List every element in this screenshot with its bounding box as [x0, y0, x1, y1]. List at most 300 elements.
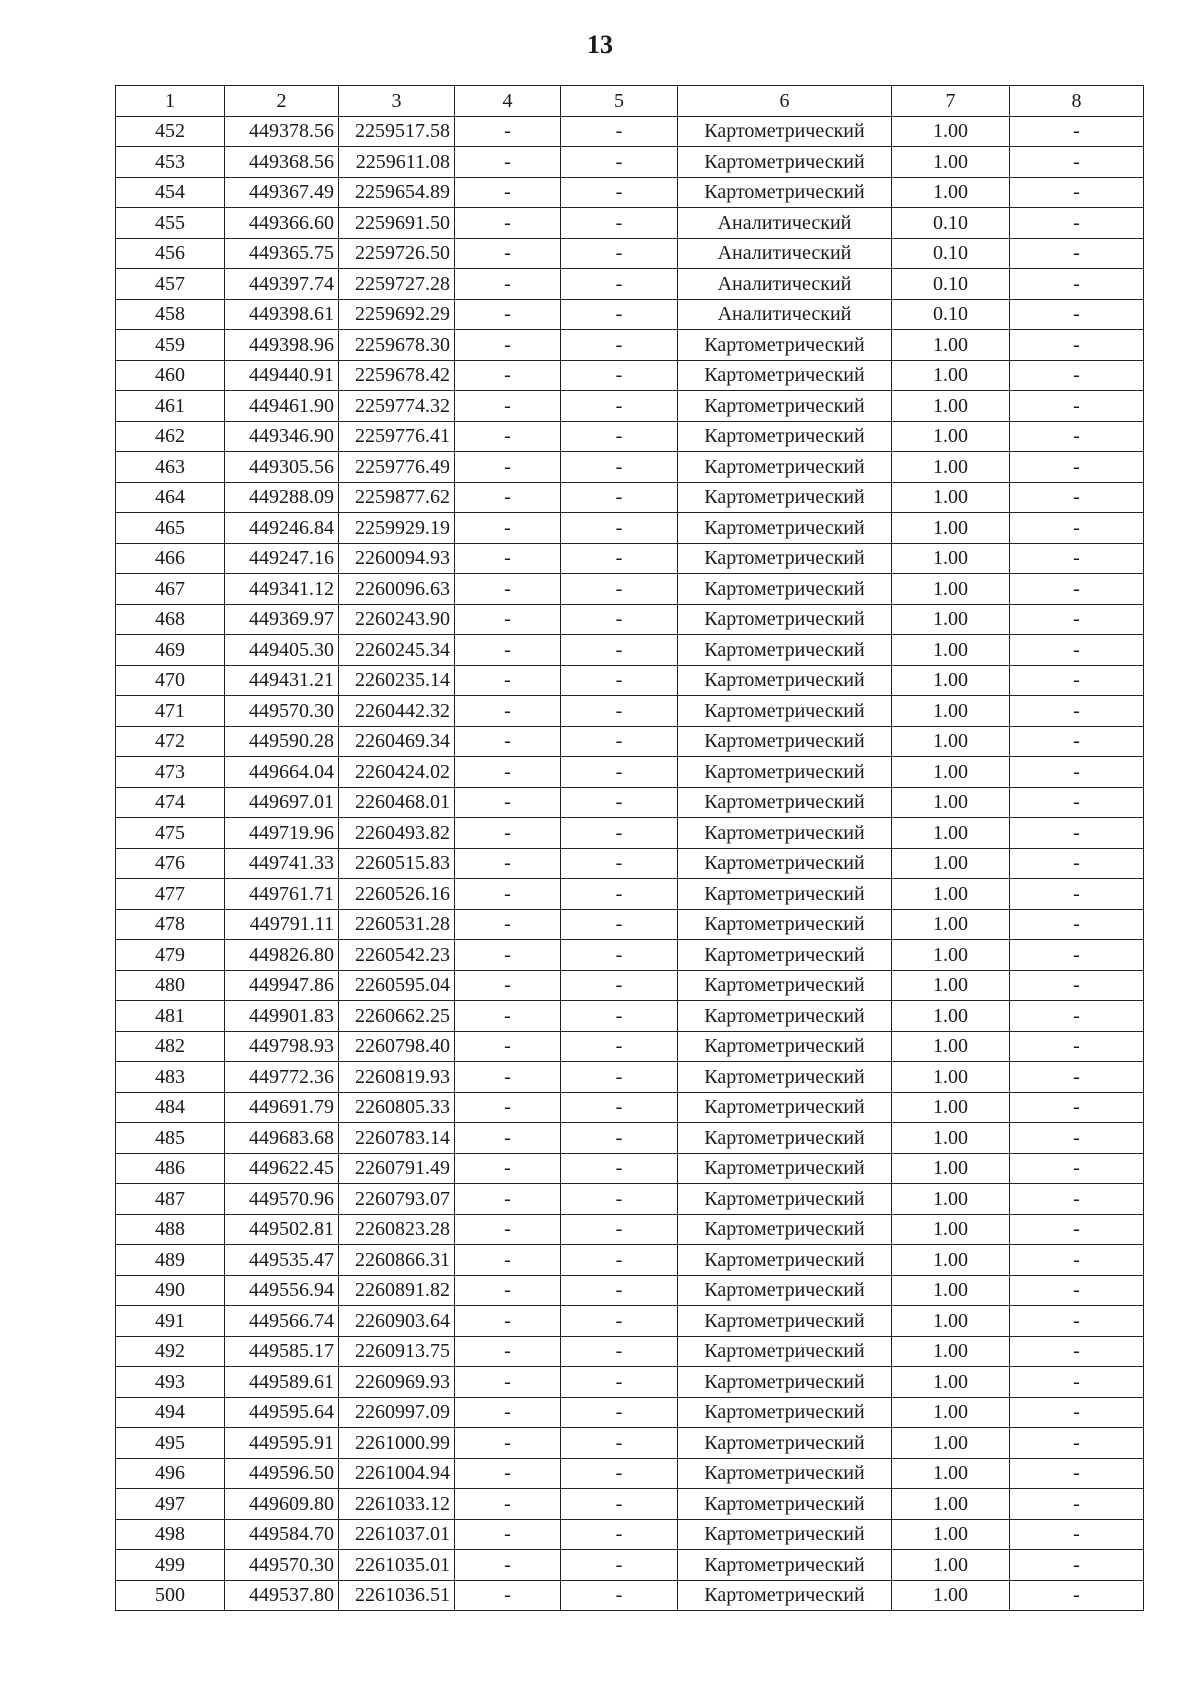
accuracy-cell: 1.00 [892, 818, 1010, 849]
column-8-cell: - [1010, 696, 1144, 727]
column-4-cell: - [455, 391, 561, 422]
column-8-cell: - [1010, 1428, 1144, 1459]
method-cell: Картометрический [678, 604, 892, 635]
column-8-cell: - [1010, 604, 1144, 635]
y-coordinate-cell: 2259654.89 [339, 177, 455, 208]
column-8-cell: - [1010, 391, 1144, 422]
column-4-cell: - [455, 1245, 561, 1276]
accuracy-cell: 1.00 [892, 421, 1010, 452]
column-8-cell: - [1010, 513, 1144, 544]
table-row [116, 299, 1144, 330]
accuracy-cell: 1.00 [892, 787, 1010, 818]
accuracy-cell: 0.10 [892, 299, 1010, 330]
y-coordinate-cell: 2260442.32 [339, 696, 455, 727]
column-8-cell: - [1010, 1336, 1144, 1367]
column-5-cell: - [561, 1184, 678, 1215]
point-number-cell: 478 [116, 909, 225, 940]
column-5-cell: - [561, 1062, 678, 1093]
x-coordinate-cell: 449622.45 [225, 1153, 339, 1184]
column-4-cell: - [455, 238, 561, 269]
method-cell: Картометрический [678, 1580, 892, 1611]
table-row [116, 909, 1144, 940]
column-4-cell: - [455, 1062, 561, 1093]
point-number-cell: 463 [116, 452, 225, 483]
x-coordinate-cell: 449502.81 [225, 1214, 339, 1245]
method-cell: Картометрический [678, 665, 892, 696]
y-coordinate-cell: 2261037.01 [339, 1519, 455, 1550]
column-4-cell: - [455, 1428, 561, 1459]
x-coordinate-cell: 449570.96 [225, 1184, 339, 1215]
column-8-cell: - [1010, 1092, 1144, 1123]
point-number-cell: 485 [116, 1123, 225, 1154]
method-cell: Картометрический [678, 177, 892, 208]
column-4-cell: - [455, 940, 561, 971]
x-coordinate-cell: 449398.96 [225, 330, 339, 361]
point-number-cell: 493 [116, 1367, 225, 1398]
accuracy-cell: 1.00 [892, 696, 1010, 727]
column-5-cell: - [561, 360, 678, 391]
x-coordinate-cell: 449398.61 [225, 299, 339, 330]
method-cell: Картометрический [678, 879, 892, 910]
column-4-cell: - [455, 726, 561, 757]
accuracy-cell: 0.10 [892, 269, 1010, 300]
method-cell: Картометрический [678, 1428, 892, 1459]
column-5-cell: - [561, 1428, 678, 1459]
y-coordinate-cell: 2259678.30 [339, 330, 455, 361]
table-row [116, 1092, 1144, 1123]
accuracy-cell: 1.00 [892, 1092, 1010, 1123]
table-row [116, 177, 1144, 208]
x-coordinate-cell: 449585.17 [225, 1336, 339, 1367]
column-4-cell: - [455, 1489, 561, 1520]
table-row [116, 1306, 1144, 1337]
y-coordinate-cell: 2261036.51 [339, 1580, 455, 1611]
x-coordinate-cell: 449288.09 [225, 482, 339, 513]
accuracy-cell: 1.00 [892, 635, 1010, 666]
y-coordinate-cell: 2259776.41 [339, 421, 455, 452]
column-4-cell: - [455, 1001, 561, 1032]
method-cell: Картометрический [678, 1092, 892, 1123]
point-number-cell: 492 [116, 1336, 225, 1367]
column-8-cell: - [1010, 1123, 1144, 1154]
column-8-cell: - [1010, 848, 1144, 879]
x-coordinate-cell: 449798.93 [225, 1031, 339, 1062]
column-8-cell: - [1010, 1306, 1144, 1337]
method-cell: Картометрический [678, 1458, 892, 1489]
table-row [116, 1428, 1144, 1459]
column-4-cell: - [455, 482, 561, 513]
column-5-cell: - [561, 1336, 678, 1367]
method-cell: Аналитический [678, 299, 892, 330]
point-number-cell: 473 [116, 757, 225, 788]
point-number-cell: 469 [116, 635, 225, 666]
point-number-cell: 464 [116, 482, 225, 513]
point-number-cell: 484 [116, 1092, 225, 1123]
x-coordinate-cell: 449683.68 [225, 1123, 339, 1154]
column-8-cell: - [1010, 1031, 1144, 1062]
y-coordinate-cell: 2260531.28 [339, 909, 455, 940]
column-8-cell: - [1010, 1580, 1144, 1611]
column-4-cell: - [455, 787, 561, 818]
method-cell: Картометрический [678, 1245, 892, 1276]
column-8-cell: - [1010, 1489, 1144, 1520]
column-8-cell: - [1010, 757, 1144, 788]
point-number-cell: 458 [116, 299, 225, 330]
y-coordinate-cell: 2259726.50 [339, 238, 455, 269]
table-body [116, 116, 1144, 1611]
method-cell: Картометрический [678, 1123, 892, 1154]
table-row [116, 1519, 1144, 1550]
y-coordinate-cell: 2259517.58 [339, 116, 455, 147]
column-8-cell: - [1010, 1550, 1144, 1581]
method-cell: Картометрический [678, 1001, 892, 1032]
method-cell: Картометрический [678, 970, 892, 1001]
point-number-cell: 498 [116, 1519, 225, 1550]
column-5-cell: - [561, 116, 678, 147]
x-coordinate-cell: 449901.83 [225, 1001, 339, 1032]
table-row [116, 1214, 1144, 1245]
column-header-4: 4 [455, 86, 561, 117]
accuracy-cell: 1.00 [892, 330, 1010, 361]
table-row [116, 1001, 1144, 1032]
point-number-cell: 475 [116, 818, 225, 849]
column-5-cell: - [561, 177, 678, 208]
method-cell: Картометрический [678, 1367, 892, 1398]
y-coordinate-cell: 2260493.82 [339, 818, 455, 849]
table-row [116, 238, 1144, 269]
y-coordinate-cell: 2261033.12 [339, 1489, 455, 1520]
y-coordinate-cell: 2259692.29 [339, 299, 455, 330]
method-cell: Картометрический [678, 787, 892, 818]
y-coordinate-cell: 2260783.14 [339, 1123, 455, 1154]
table-row [116, 421, 1144, 452]
x-coordinate-cell: 449741.33 [225, 848, 339, 879]
point-number-cell: 456 [116, 238, 225, 269]
y-coordinate-cell: 2259774.32 [339, 391, 455, 422]
column-5-cell: - [561, 1458, 678, 1489]
column-4-cell: - [455, 299, 561, 330]
table-row [116, 1489, 1144, 1520]
point-number-cell: 461 [116, 391, 225, 422]
method-cell: Аналитический [678, 238, 892, 269]
point-number-cell: 465 [116, 513, 225, 544]
column-4-cell: - [455, 208, 561, 239]
column-5-cell: - [561, 543, 678, 574]
table-row [116, 848, 1144, 879]
column-4-cell: - [455, 1031, 561, 1062]
column-5-cell: - [561, 513, 678, 544]
method-cell: Картометрический [678, 421, 892, 452]
column-8-cell: - [1010, 879, 1144, 910]
y-coordinate-cell: 2261004.94 [339, 1458, 455, 1489]
column-5-cell: - [561, 147, 678, 178]
y-coordinate-cell: 2260235.14 [339, 665, 455, 696]
accuracy-cell: 1.00 [892, 147, 1010, 178]
x-coordinate-cell: 449305.56 [225, 452, 339, 483]
y-coordinate-cell: 2260903.64 [339, 1306, 455, 1337]
column-5-cell: - [561, 1245, 678, 1276]
column-5-cell: - [561, 787, 678, 818]
method-cell: Картометрический [678, 1489, 892, 1520]
column-5-cell: - [561, 299, 678, 330]
method-cell: Картометрический [678, 1214, 892, 1245]
table-row [116, 1336, 1144, 1367]
method-cell: Картометрический [678, 1153, 892, 1184]
column-5-cell: - [561, 879, 678, 910]
y-coordinate-cell: 2260793.07 [339, 1184, 455, 1215]
column-8-cell: - [1010, 1367, 1144, 1398]
accuracy-cell: 1.00 [892, 360, 1010, 391]
y-coordinate-cell: 2259727.28 [339, 269, 455, 300]
table-row [116, 940, 1144, 971]
accuracy-cell: 1.00 [892, 940, 1010, 971]
column-header-7: 7 [892, 86, 1010, 117]
accuracy-cell: 1.00 [892, 1397, 1010, 1428]
column-5-cell: - [561, 482, 678, 513]
table-row [116, 147, 1144, 178]
table-row [116, 818, 1144, 849]
point-number-cell: 459 [116, 330, 225, 361]
accuracy-cell: 1.00 [892, 1184, 1010, 1215]
column-5-cell: - [561, 909, 678, 940]
column-8-cell: - [1010, 665, 1144, 696]
column-5-cell: - [561, 665, 678, 696]
x-coordinate-cell: 449368.56 [225, 147, 339, 178]
y-coordinate-cell: 2260542.23 [339, 940, 455, 971]
column-8-cell: - [1010, 635, 1144, 666]
y-coordinate-cell: 2260913.75 [339, 1336, 455, 1367]
column-5-cell: - [561, 1397, 678, 1428]
x-coordinate-cell: 449366.60 [225, 208, 339, 239]
x-coordinate-cell: 449247.16 [225, 543, 339, 574]
accuracy-cell: 1.00 [892, 1428, 1010, 1459]
coordinates-table [115, 85, 1144, 1611]
x-coordinate-cell: 449595.91 [225, 1428, 339, 1459]
table-row [116, 970, 1144, 1001]
table-row [116, 452, 1144, 483]
y-coordinate-cell: 2261035.01 [339, 1550, 455, 1581]
column-4-cell: - [455, 177, 561, 208]
column-4-cell: - [455, 1153, 561, 1184]
column-8-cell: - [1010, 970, 1144, 1001]
column-5-cell: - [561, 1367, 678, 1398]
x-coordinate-cell: 449246.84 [225, 513, 339, 544]
method-cell: Картометрический [678, 1519, 892, 1550]
x-coordinate-cell: 449556.94 [225, 1275, 339, 1306]
y-coordinate-cell: 2260798.40 [339, 1031, 455, 1062]
accuracy-cell: 0.10 [892, 238, 1010, 269]
column-4-cell: - [455, 116, 561, 147]
table-row [116, 1153, 1144, 1184]
column-5-cell: - [561, 848, 678, 879]
method-cell: Картометрический [678, 360, 892, 391]
column-5-cell: - [561, 238, 678, 269]
y-coordinate-cell: 2260096.63 [339, 574, 455, 605]
table-row [116, 513, 1144, 544]
column-5-cell: - [561, 1123, 678, 1154]
column-4-cell: - [455, 1092, 561, 1123]
column-5-cell: - [561, 330, 678, 361]
method-cell: Картометрический [678, 1184, 892, 1215]
x-coordinate-cell: 449609.80 [225, 1489, 339, 1520]
table-row [116, 757, 1144, 788]
column-8-cell: - [1010, 574, 1144, 605]
table-row [116, 696, 1144, 727]
column-8-cell: - [1010, 787, 1144, 818]
accuracy-cell: 1.00 [892, 604, 1010, 635]
table-row [116, 635, 1144, 666]
table-row [116, 1367, 1144, 1398]
column-4-cell: - [455, 1397, 561, 1428]
y-coordinate-cell: 2259611.08 [339, 147, 455, 178]
point-number-cell: 488 [116, 1214, 225, 1245]
column-4-cell: - [455, 665, 561, 696]
column-header-5: 5 [561, 86, 678, 117]
column-5-cell: - [561, 635, 678, 666]
y-coordinate-cell: 2260662.25 [339, 1001, 455, 1032]
x-coordinate-cell: 449761.71 [225, 879, 339, 910]
column-4-cell: - [455, 879, 561, 910]
accuracy-cell: 1.00 [892, 1489, 1010, 1520]
column-5-cell: - [561, 1489, 678, 1520]
accuracy-cell: 1.00 [892, 1458, 1010, 1489]
method-cell: Аналитический [678, 269, 892, 300]
point-number-cell: 499 [116, 1550, 225, 1581]
y-coordinate-cell: 2260866.31 [339, 1245, 455, 1276]
x-coordinate-cell: 449589.61 [225, 1367, 339, 1398]
column-8-cell: - [1010, 818, 1144, 849]
y-coordinate-cell: 2259929.19 [339, 513, 455, 544]
method-cell: Картометрический [678, 452, 892, 483]
column-4-cell: - [455, 574, 561, 605]
point-number-cell: 476 [116, 848, 225, 879]
accuracy-cell: 1.00 [892, 1519, 1010, 1550]
column-8-cell: - [1010, 1458, 1144, 1489]
y-coordinate-cell: 2260245.34 [339, 635, 455, 666]
accuracy-cell: 1.00 [892, 1550, 1010, 1581]
accuracy-cell: 1.00 [892, 177, 1010, 208]
column-8-cell: - [1010, 208, 1144, 239]
column-4-cell: - [455, 635, 561, 666]
y-coordinate-cell: 2260515.83 [339, 848, 455, 879]
x-coordinate-cell: 449440.91 [225, 360, 339, 391]
column-4-cell: - [455, 604, 561, 635]
column-8-cell: - [1010, 147, 1144, 178]
column-5-cell: - [561, 1275, 678, 1306]
column-header-8: 8 [1010, 86, 1144, 117]
method-cell: Картометрический [678, 330, 892, 361]
y-coordinate-cell: 2260791.49 [339, 1153, 455, 1184]
accuracy-cell: 1.00 [892, 1245, 1010, 1276]
method-cell: Картометрический [678, 1397, 892, 1428]
method-cell: Картометрический [678, 1550, 892, 1581]
accuracy-cell: 1.00 [892, 848, 1010, 879]
column-8-cell: - [1010, 1153, 1144, 1184]
accuracy-cell: 1.00 [892, 757, 1010, 788]
column-4-cell: - [455, 1214, 561, 1245]
point-number-cell: 495 [116, 1428, 225, 1459]
y-coordinate-cell: 2260526.16 [339, 879, 455, 910]
column-8-cell: - [1010, 940, 1144, 971]
x-coordinate-cell: 449595.64 [225, 1397, 339, 1428]
table-row [116, 665, 1144, 696]
accuracy-cell: 1.00 [892, 574, 1010, 605]
point-number-cell: 490 [116, 1275, 225, 1306]
column-8-cell: - [1010, 1214, 1144, 1245]
x-coordinate-cell: 449691.79 [225, 1092, 339, 1123]
column-8-cell: - [1010, 482, 1144, 513]
table-row [116, 1580, 1144, 1611]
column-5-cell: - [561, 269, 678, 300]
x-coordinate-cell: 449431.21 [225, 665, 339, 696]
point-number-cell: 462 [116, 421, 225, 452]
x-coordinate-cell: 449826.80 [225, 940, 339, 971]
point-number-cell: 472 [116, 726, 225, 757]
table-row [116, 116, 1144, 147]
accuracy-cell: 1.00 [892, 909, 1010, 940]
column-8-cell: - [1010, 330, 1144, 361]
table-row [116, 1184, 1144, 1215]
y-coordinate-cell: 2260424.02 [339, 757, 455, 788]
point-number-cell: 468 [116, 604, 225, 635]
method-cell: Картометрический [678, 1336, 892, 1367]
method-cell: Картометрический [678, 1275, 892, 1306]
y-coordinate-cell: 2261000.99 [339, 1428, 455, 1459]
column-8-cell: - [1010, 116, 1144, 147]
column-8-cell: - [1010, 909, 1144, 940]
x-coordinate-cell: 449397.74 [225, 269, 339, 300]
method-cell: Картометрический [678, 1031, 892, 1062]
column-8-cell: - [1010, 543, 1144, 574]
point-number-cell: 489 [116, 1245, 225, 1276]
x-coordinate-cell: 449947.86 [225, 970, 339, 1001]
column-4-cell: - [455, 513, 561, 544]
point-number-cell: 486 [116, 1153, 225, 1184]
column-5-cell: - [561, 1519, 678, 1550]
column-8-cell: - [1010, 177, 1144, 208]
table-row [116, 1062, 1144, 1093]
method-cell: Аналитический [678, 208, 892, 239]
accuracy-cell: 1.00 [892, 1275, 1010, 1306]
column-4-cell: - [455, 421, 561, 452]
y-coordinate-cell: 2260469.34 [339, 726, 455, 757]
y-coordinate-cell: 2260243.90 [339, 604, 455, 635]
column-header-6: 6 [678, 86, 892, 117]
y-coordinate-cell: 2260823.28 [339, 1214, 455, 1245]
table-row [116, 574, 1144, 605]
table-row [116, 330, 1144, 361]
column-5-cell: - [561, 604, 678, 635]
accuracy-cell: 1.00 [892, 452, 1010, 483]
point-number-cell: 496 [116, 1458, 225, 1489]
column-8-cell: - [1010, 360, 1144, 391]
x-coordinate-cell: 449596.50 [225, 1458, 339, 1489]
y-coordinate-cell: 2260595.04 [339, 970, 455, 1001]
method-cell: Картометрический [678, 940, 892, 971]
accuracy-cell: 1.00 [892, 726, 1010, 757]
accuracy-cell: 1.00 [892, 1001, 1010, 1032]
column-5-cell: - [561, 696, 678, 727]
column-4-cell: - [455, 330, 561, 361]
y-coordinate-cell: 2260819.93 [339, 1062, 455, 1093]
column-8-cell: - [1010, 238, 1144, 269]
y-coordinate-cell: 2260997.09 [339, 1397, 455, 1428]
x-coordinate-cell: 449772.36 [225, 1062, 339, 1093]
table-row [116, 787, 1144, 818]
table-row [116, 269, 1144, 300]
method-cell: Картометрический [678, 147, 892, 178]
column-8-cell: - [1010, 1519, 1144, 1550]
